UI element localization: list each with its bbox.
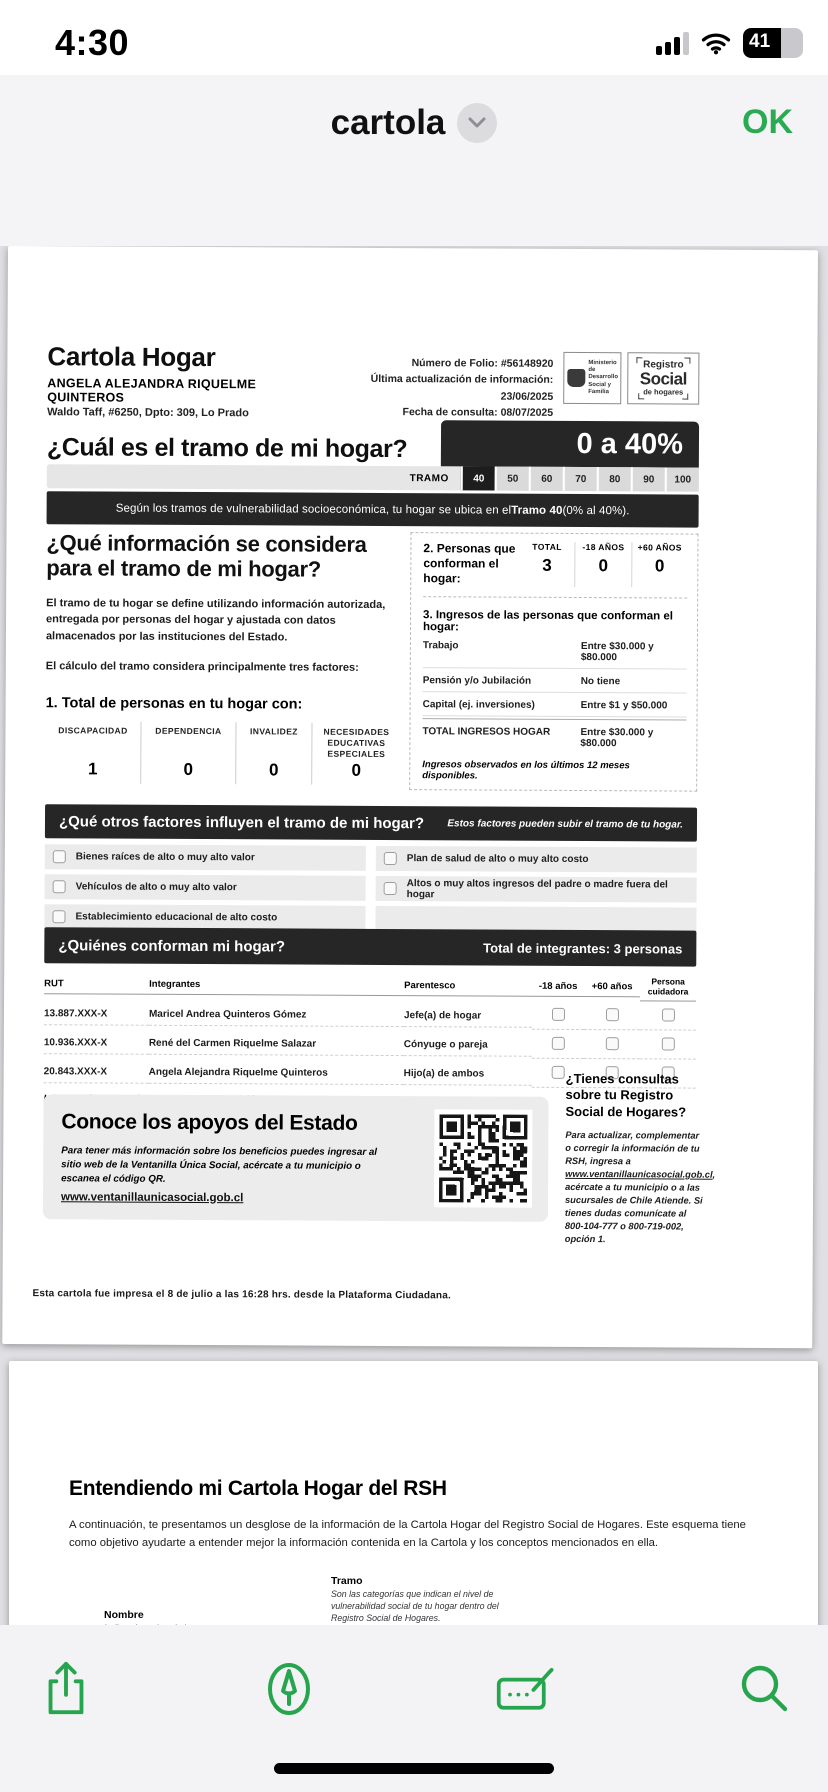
share-icon	[40, 1660, 92, 1718]
apoyos-box	[43, 1094, 549, 1222]
folio-number: Número de Folio: #56148920	[411, 357, 554, 370]
factores-note: Estos factores pueden subir el tramo de tu hogar.	[447, 817, 684, 831]
checkbox	[551, 1037, 564, 1050]
scale-cell-90: 90	[631, 467, 665, 491]
title-menu-button[interactable]	[457, 103, 497, 143]
factor-item: Plan de salud de alto o muy alto costo	[376, 846, 697, 873]
personas-title: 2. Personas que conforman el hogar:	[423, 541, 516, 586]
household-stats-box: 2. Personas que conforman el hogar: TOTAL 3 -18 AÑOS 0 +60 AÑOS 0 3. Ingresos de las personas que conforman el hogar: Trabajo Entre $30.000 y $80.000 Pensión y/o Jubilación No tiene Capital (ej. inversiones) Entre $1 y $50.000 TOTAL INGRESOS HOGAR Entre $30.000 y $80.000 Ingresos observados en los últimos 12 meses disponibles.	[409, 532, 698, 792]
ingresos-title: 3. Ingresos de las personas que conforman el hogar:	[422, 609, 673, 634]
cellular-signal-icon	[656, 31, 689, 55]
nav-bar	[0, 75, 828, 246]
share-button[interactable]	[30, 1653, 102, 1725]
hogar-heading: ¿Quiénes conforman mi hogar?	[58, 936, 286, 955]
table-row: 20.843.XXX-X	[44, 1059, 149, 1084]
apoyos-text: Para tener más información sobre los beneficios puedes ingresar al sitio web de la Ventanilla Única Social, acércate a tu municipio o escanea el código QR.	[61, 1145, 378, 1186]
tramo-scale	[47, 464, 699, 491]
checkbox	[605, 1009, 618, 1022]
checkbox	[661, 1038, 674, 1051]
checkbox	[53, 850, 66, 863]
scale-cell-80: 80	[597, 467, 631, 491]
ingreso-row-trabajo: Trabajo Entre $30.000 y $80.000	[423, 633, 687, 669]
table-row: 10.936.XXX-X	[44, 1030, 149, 1055]
ok-button[interactable]: OK	[742, 103, 793, 141]
factor-item: Vehículos de alto o muy alto valor	[45, 874, 366, 901]
tramo-section	[47, 418, 700, 527]
factores-section	[44, 804, 697, 932]
page2-heading: Entendiendo mi Cartola Hogar del RSH	[69, 1477, 447, 1500]
consultas-text: Para actualizar, complementar o corregir la información de tu RSH, ingresa a www.ventanillaunicasocial.gob.cl, acércate a tu municipio o a las sucursales de Chile Atiende. Si tienes dudas comunícate al 800-104-777 o 800-719-002, opción 1.	[564, 1129, 716, 1245]
wifi-icon	[701, 31, 731, 55]
info-paragraph-1: El tramo de tu hogar se define utilizando información autorizada, entregada por personas del hogar y ajustada con datos almacenados por las instituciones del Estado.	[45, 596, 386, 644]
checkbox	[53, 880, 66, 893]
factores-heading: ¿Qué otros factores influyen el tramo de mi hogar?	[58, 812, 425, 832]
tramo-scale-label: TRAMO	[409, 472, 449, 484]
apoyos-section	[43, 1068, 716, 1246]
tramo-question: ¿Cuál es el tramo de mi hogar?	[46, 433, 408, 464]
print-footer: Esta cartola fue impresa el 8 de julio a las 16:28 hrs. desde la Plataforma Ciudadana.	[32, 1288, 452, 1302]
consult-date: Fecha de consulta: 08/07/2025	[402, 405, 554, 419]
hogar-table: RUT Integrantes Parentesco -18 años +60 años Persona cuidadora 13.887.XXX-X Maricel Andrea Quinteros Gómez Jefe(a) de hogar 10.936.XXX-X René del Carmen Riquelme Salazar Cónyuge o pareja 20.843.XXX-X Angela Alejandra Riquelme Quinteros Hijo(a) de ambos	[44, 963, 697, 1089]
markup-button[interactable]	[253, 1653, 325, 1725]
ingreso-row-total: TOTAL INGRESOS HOGAR Entre $30.000 y $80.000	[422, 718, 686, 754]
scale-cell-50: 50	[495, 467, 529, 491]
last-update: Última actualización de información: 23/06/2025	[370, 373, 554, 403]
info-paragraph-2: El cálculo del tramo considera principalmente tres factores:	[45, 660, 359, 674]
scale-cell-100: 100	[665, 467, 699, 491]
pdf-viewer[interactable]	[0, 246, 828, 1792]
status-bar	[0, 0, 828, 75]
holder-name: ANGELA ALEJANDRA RIQUELME QUINTEROS	[47, 376, 257, 405]
ingreso-row-capital: Capital (ej. inversiones) Entre $1 y $50.000	[423, 692, 687, 717]
search-icon	[738, 1662, 790, 1716]
factor1-table: DISCAPACIDAD 1 DEPENDENCIA 0 INVALIDEZ 0 NECESIDADES EDUCATIVAS ESPECIALES 0	[45, 721, 403, 785]
apoyos-link[interactable]: www.ventanillaunicasocial.gob.cl	[60, 1190, 244, 1204]
document-title: cartola	[330, 103, 446, 142]
chevron-down-icon	[468, 117, 486, 129]
checkbox	[661, 1009, 674, 1022]
table-row: 13.887.XXX-X	[44, 1001, 149, 1026]
battery-icon	[743, 28, 803, 58]
scale-cell-70: 70	[563, 467, 597, 491]
factor-item: Altos o muy altos ingresos del padre o madre fuera del hogar	[376, 876, 697, 903]
factor-item: Establecimiento educacional de alto costo	[44, 904, 365, 931]
ingreso-row-pension: Pensión y/o Jubilación No tiene	[423, 668, 687, 693]
battery-percent: 41	[749, 31, 771, 52]
clock: 4:30	[55, 22, 130, 63]
home-indicator[interactable]	[274, 1763, 554, 1774]
coat-of-arms-icon	[567, 369, 585, 387]
holder-address: Waldo Taff, #6250, Dpto: 309, Lo Prado	[47, 406, 249, 420]
checkbox	[384, 882, 397, 895]
glossary-nombre: Nombre	[104, 1609, 144, 1621]
factor1-title: 1. Total de personas en tu hogar con:	[45, 694, 303, 713]
page2-paragraph: A continuación, te presentamos un desglose de la información de la Cartola Hogar del Registro Social de Hogares. Este esquema tiene como objetivo ayudarte a entender mejor la información contenida en la Cartola y los conceptos mencionados en ella.	[69, 1519, 746, 1549]
doc-header	[47, 341, 699, 421]
checkbox	[384, 852, 397, 865]
signature-icon	[495, 1661, 555, 1717]
factor-item: Bienes raíces de alto o muy alto valor	[45, 844, 366, 871]
consultas-link[interactable]: www.ventanillaunicasocial.gob.cl	[565, 1168, 713, 1180]
qr-code	[434, 1109, 533, 1208]
apoyos-heading: Conoce los apoyos del Estado	[61, 1110, 358, 1135]
checkbox	[52, 910, 65, 923]
pdf-page-1	[2, 246, 818, 1348]
info-section	[45, 530, 698, 791]
scale-cell-60: 60	[529, 467, 563, 491]
markup-pen-icon	[263, 1659, 315, 1719]
tramo-banner: Según los tramos de vulnerabilidad socioeconómica, tu hogar se ubica en el Tramo 40 (0% al 40%).	[47, 491, 699, 527]
consultas-column	[564, 1070, 716, 1247]
ministry-logo: Ministerio de Desarrollo Social y Familia	[563, 352, 621, 404]
checkbox	[551, 1008, 564, 1021]
hogar-total: Total de integrantes: 3 personas	[483, 939, 683, 957]
doc-title: Cartola Hogar	[47, 341, 216, 373]
ingresos-note: Ingresos observados en los últimos 12 meses disponibles.	[422, 759, 630, 782]
info-heading: ¿Qué información se considera para el tramo de mi hogar?	[46, 530, 367, 582]
scale-cell-40: 40	[461, 466, 495, 490]
tramo-value-badge: 0 a 40%	[441, 420, 699, 467]
glossary-tramo: Tramo Son las categorías que indican el nivel de vulnerabilidad social de tu hogar dentro del Registro Social de Hogares.	[331, 1575, 499, 1623]
search-button[interactable]	[728, 1653, 800, 1725]
signature-button[interactable]	[489, 1653, 561, 1725]
registro-social-logo: Registro Social de hogares	[627, 352, 699, 404]
checkbox	[605, 1038, 618, 1051]
consultas-heading: ¿Tienes consultas sobre tu Registro Social de Hogares?	[565, 1070, 687, 1120]
